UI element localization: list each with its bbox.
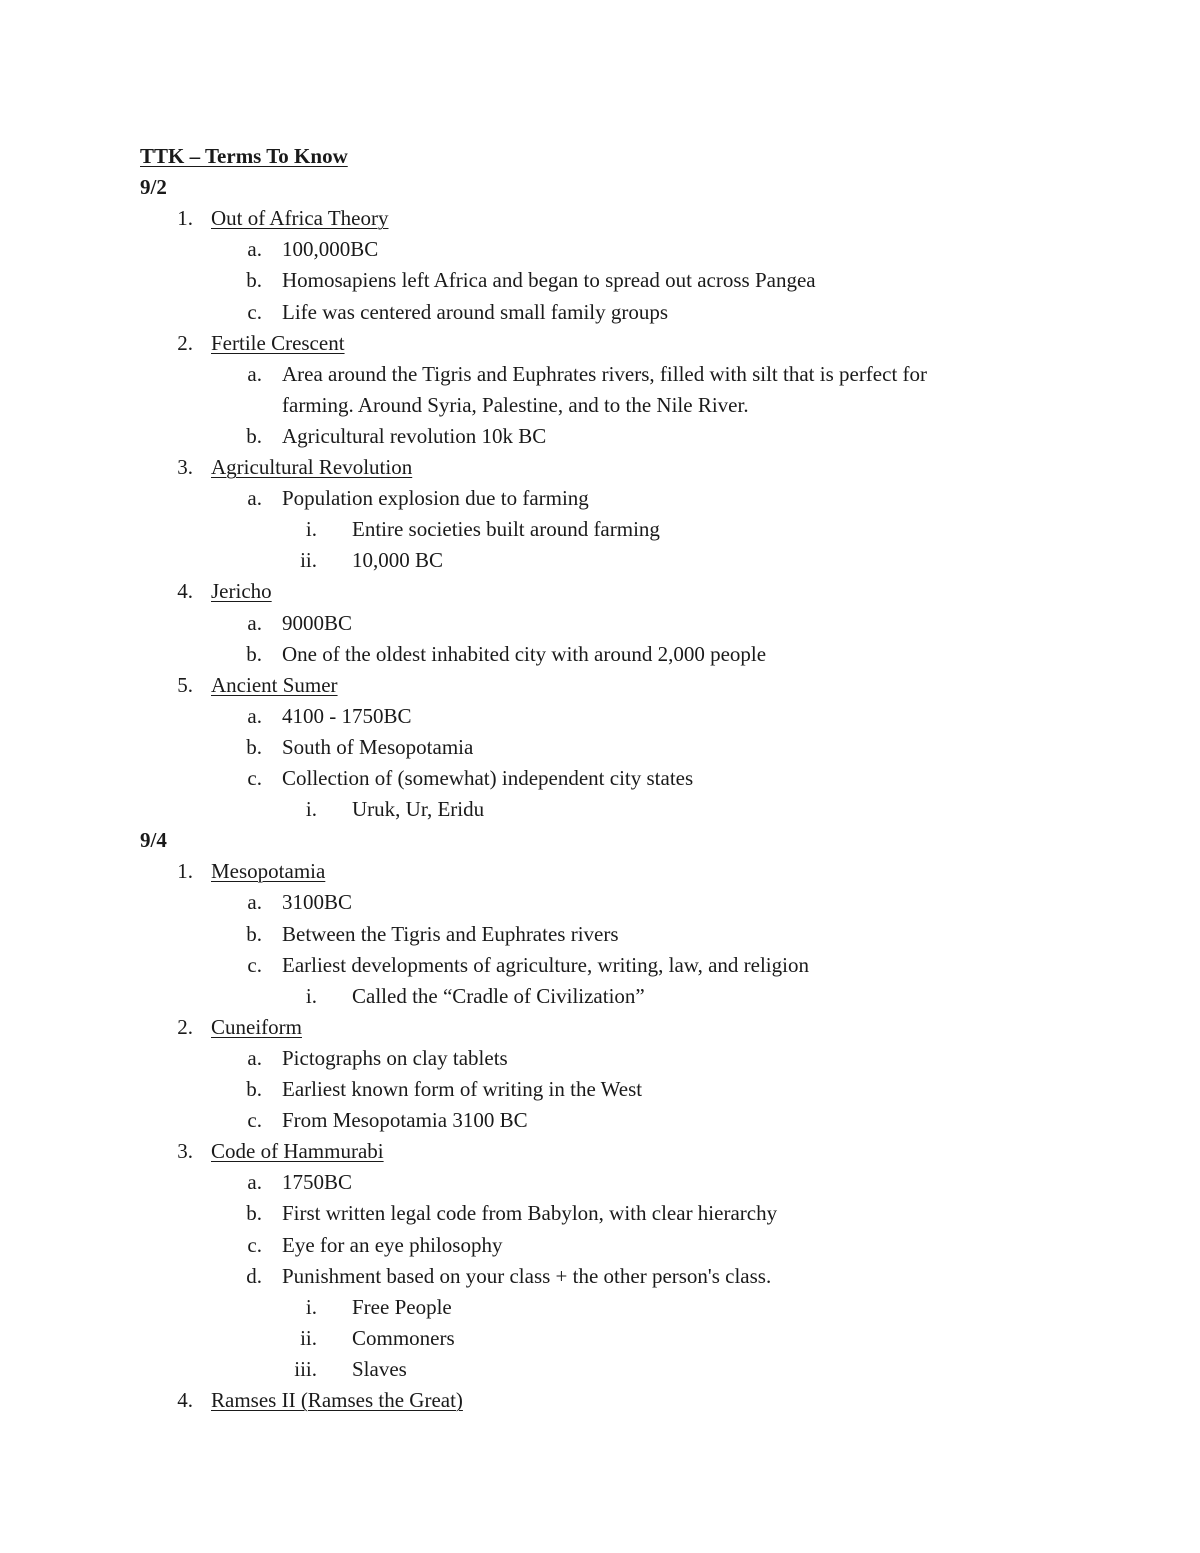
- point-marker: a.: [247, 486, 262, 511]
- subpoint-marker: ii.: [300, 1325, 317, 1350]
- point-marker: b.: [246, 268, 262, 293]
- subpoint-marker: i.: [305, 1294, 317, 1319]
- term-heading: Code of Hammurabi: [211, 1139, 384, 1164]
- point-marker: c.: [247, 766, 262, 790]
- point-marker: c.: [247, 1108, 262, 1133]
- point-text: 1750BC: [282, 1170, 353, 1195]
- subpoint-text: Slaves: [352, 1356, 407, 1381]
- subpoint-text: Entire societies built around farming: [352, 517, 660, 542]
- term-heading: Agricultural Revolution: [211, 455, 413, 479]
- point-text: Between the Tigris and Euphrates rivers: [282, 921, 619, 946]
- subpoint-marker: ii.: [300, 548, 317, 573]
- subpoint-marker: i.: [305, 983, 317, 1008]
- point-text: 3100BC: [282, 890, 353, 915]
- subpoint-text: Free People: [352, 1294, 452, 1319]
- term-heading: Cuneiform: [211, 1014, 302, 1039]
- term-number: 4.: [177, 579, 193, 604]
- point-text: Earliest known form of writing in the West: [282, 1077, 643, 1101]
- point-marker: b.: [246, 423, 262, 448]
- subpoint-text: Commoners: [352, 1325, 455, 1350]
- point-marker: c.: [247, 1232, 262, 1257]
- point-marker: c.: [247, 299, 262, 324]
- subpoint-marker: iii.: [294, 1356, 317, 1381]
- point-text: Agricultural revolution 10k BC: [282, 423, 547, 448]
- point-text: farming. Around Syria, Palestine, and to the Nile River.: [282, 392, 749, 417]
- section-date: 9/4: [140, 828, 167, 853]
- subpoint-text: Uruk, Ur, Eridu: [352, 797, 485, 822]
- document-title: TTK – Terms To Know: [140, 144, 348, 168]
- term-heading: Out of Africa Theory: [211, 206, 389, 231]
- point-text: From Mesopotamia 3100 BC: [282, 1108, 528, 1133]
- point-marker: a.: [247, 361, 262, 386]
- point-text: 4100 - 1750BC: [282, 703, 412, 728]
- term-heading: Fertile Crescent: [211, 330, 345, 355]
- point-text: 100,000BC: [282, 237, 379, 262]
- point-marker: b.: [246, 734, 262, 759]
- term-number: 1.: [177, 206, 193, 231]
- point-marker: a.: [247, 237, 262, 262]
- point-text: Punishment based on your class + the other person's class.: [282, 1263, 772, 1288]
- point-text: Population explosion due to farming: [282, 486, 589, 511]
- term-number: 2.: [177, 1014, 193, 1039]
- term-number: 2.: [177, 330, 193, 355]
- point-marker: c.: [247, 952, 262, 977]
- point-text: Life was centered around small family groups: [282, 299, 669, 324]
- term-heading: Mesopotamia: [211, 859, 326, 884]
- point-text: Collection of (somewhat) independent city states: [282, 766, 694, 790]
- point-text: Eye for an eye philosophy: [282, 1232, 503, 1257]
- point-marker: a.: [247, 1170, 262, 1195]
- point-marker: d.: [246, 1263, 262, 1288]
- point-marker: a.: [247, 1045, 262, 1070]
- term-number: 4.: [177, 1388, 193, 1412]
- term-heading: Ancient Sumer: [211, 672, 338, 697]
- point-text: 9000BC: [282, 610, 353, 635]
- term-number: 5.: [177, 672, 193, 697]
- point-marker: b.: [246, 1077, 262, 1101]
- term-number: 1.: [177, 859, 193, 884]
- term-number: 3.: [177, 455, 193, 479]
- subpoint-marker: i.: [305, 797, 317, 822]
- point-marker: b.: [246, 641, 262, 666]
- point-text: Earliest developments of agriculture, writing, law, and religion: [282, 952, 809, 977]
- term-heading: Jericho: [211, 579, 272, 604]
- point-text: First written legal code from Babylon, with clear hierarchy: [282, 1201, 778, 1226]
- section-date: 9/2: [140, 175, 167, 200]
- point-text: South of Mesopotamia: [282, 734, 474, 759]
- subpoint-text: 10,000 BC: [352, 548, 444, 573]
- point-text: One of the oldest inhabited city with around 2,000 people: [282, 641, 767, 666]
- term-heading: Ramses II (Ramses the Great): [211, 1388, 463, 1412]
- point-marker: a.: [247, 610, 262, 635]
- point-marker: b.: [246, 921, 262, 946]
- point-marker: b.: [246, 1201, 262, 1226]
- point-text: Homosapiens left Africa and began to spread out across Pangea: [282, 268, 816, 293]
- point-marker: a.: [247, 703, 262, 728]
- point-text: Area around the Tigris and Euphrates rivers, filled with silt that is perfect for: [282, 361, 928, 386]
- term-number: 3.: [177, 1139, 193, 1164]
- subpoint-text: Called the “Cradle of Civilization”: [352, 983, 645, 1008]
- subpoint-marker: i.: [305, 517, 317, 542]
- point-marker: a.: [247, 890, 262, 915]
- point-text: Pictographs on clay tablets: [282, 1045, 508, 1070]
